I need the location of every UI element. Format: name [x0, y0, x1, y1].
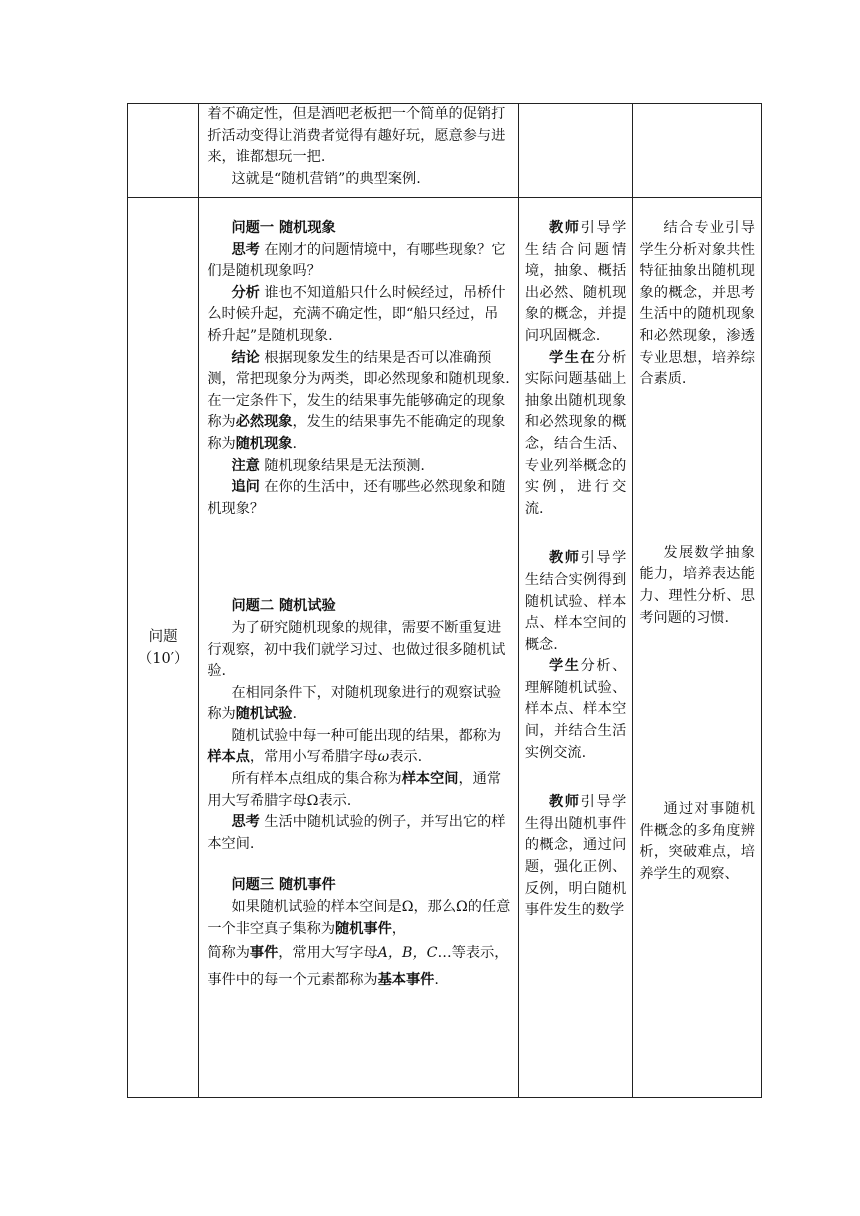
q2-paragraph-3: 随机试验中每一种可能出现的结果，都称为样本点，常用小写希腊字母ω表示.: [207, 727, 502, 766]
activity-cell: [518, 198, 633, 1098]
q1-followup: 追问 在你的生活中，还有哪些必然现象和随机现象？: [207, 479, 506, 517]
activity1-student: 学生在分析实际问题基础上抽象出随机现象和必然现象的概念，结合生活、专业列举概念的实例，进行交流.: [524, 349, 627, 517]
q3-paragraph-1: 如果随机试验的样本空间是Ω，那么Ω的任意一个非空真子集称为随机事件，: [207, 899, 511, 937]
stage-time: （10′）: [137, 650, 189, 667]
table-row-problems: [128, 198, 762, 1098]
stage-cell-empty: [128, 104, 199, 198]
intent-1: 结合专业引导学生分析对象共性特征抽象出随机现象的概念，并思考生活中的随机现象和必然现象，渗透专业思想，培养综合素质.: [639, 220, 755, 388]
q1-title: 问题一 随机现象: [231, 220, 336, 236]
q2-paragraph-1: 为了研究随机现象的规律，需要不断重复进行观察，初中我们就学习过、也做过很多随机试验.: [207, 619, 506, 680]
activity-cell-empty: [518, 104, 633, 198]
q2-paragraph-4: 所有样本点组成的集合称为样本空间，通常用大写希腊字母Ω表示.: [207, 771, 502, 809]
content-cell: [199, 198, 519, 1098]
intent-2: 发展数学抽象能力，培养表达能力、理性分析、思考问题的习惯.: [639, 544, 755, 626]
q1-analysis: 分析 谁也不知道船只什么时候经过，吊桥什么时候升起，充满不确定性，即“船只经过，吊桥升起”是随机现象.: [207, 284, 506, 344]
activity3-teacher: 教师引导学生得出随机事件的概念，通过问题，强化正例、反例，明白随机事件发生的数学: [524, 794, 627, 919]
intent-cell: [633, 198, 762, 1098]
q1-think: 思考 在刚才的问题情境中，有哪些现象？它们是随机现象吗？: [207, 241, 506, 280]
q2-title: 问题二 随机试验: [231, 598, 336, 615]
lesson-plan-table: [127, 103, 762, 1098]
activity2-student: 学生分析、理解随机试验、样本点、样本空间，并结合生活实例交流.: [524, 658, 627, 761]
q1-conclusion: 结论 根据现象发生的结果是否可以准确预测，常把现象分为两类，即必然现象和随机现象. 在一定条件下，发生的结果事先能够确定的现象称为必然现象，发生的结果事先不能确定的现象称为随机现象.: [207, 349, 510, 452]
paragraph: 这就是“随机营销”的典型案例.: [231, 170, 421, 187]
intent-cell-empty: [633, 104, 762, 198]
q3-title: 问题三 随机事件: [231, 877, 336, 894]
table-row-continuation: [128, 104, 762, 198]
q2-paragraph-2: 在相同条件下，对随机现象进行的观察试验称为随机试验.: [207, 684, 502, 723]
content-cell-continuation: [199, 104, 519, 198]
q3-paragraph-2: 简称为事件，常用大写字母A，B，C…等表示，事件中的每一个元素都称为基本事件.: [207, 945, 509, 989]
intent-3: 通过对事随机件概念的多角度辨析，突破难点，培养学生的观察、: [639, 801, 755, 882]
paragraph: 着不确定性，但是酒吧老板把一个简单的促销打折活动变得让消费者觉得有趣好玩，愿意参与进来，谁都想玩一把.: [207, 106, 506, 166]
stage-label: 问题: [148, 628, 178, 645]
activity2-teacher: 教师引导学生结合实例得到随机试验、样本点、样本空间的概念.: [524, 550, 627, 653]
activity1-teacher: 教师引导学生结合问题情境，抽象、概括出必然、随机现象的概念，并提问巩固概念.: [524, 220, 627, 344]
q2-think: 思考 生活中随机试验的例子，并写出它的样本空间.: [207, 814, 506, 852]
q1-note: 注意 随机现象结果是无法预测.: [231, 457, 425, 474]
stage-cell: [128, 198, 199, 1098]
